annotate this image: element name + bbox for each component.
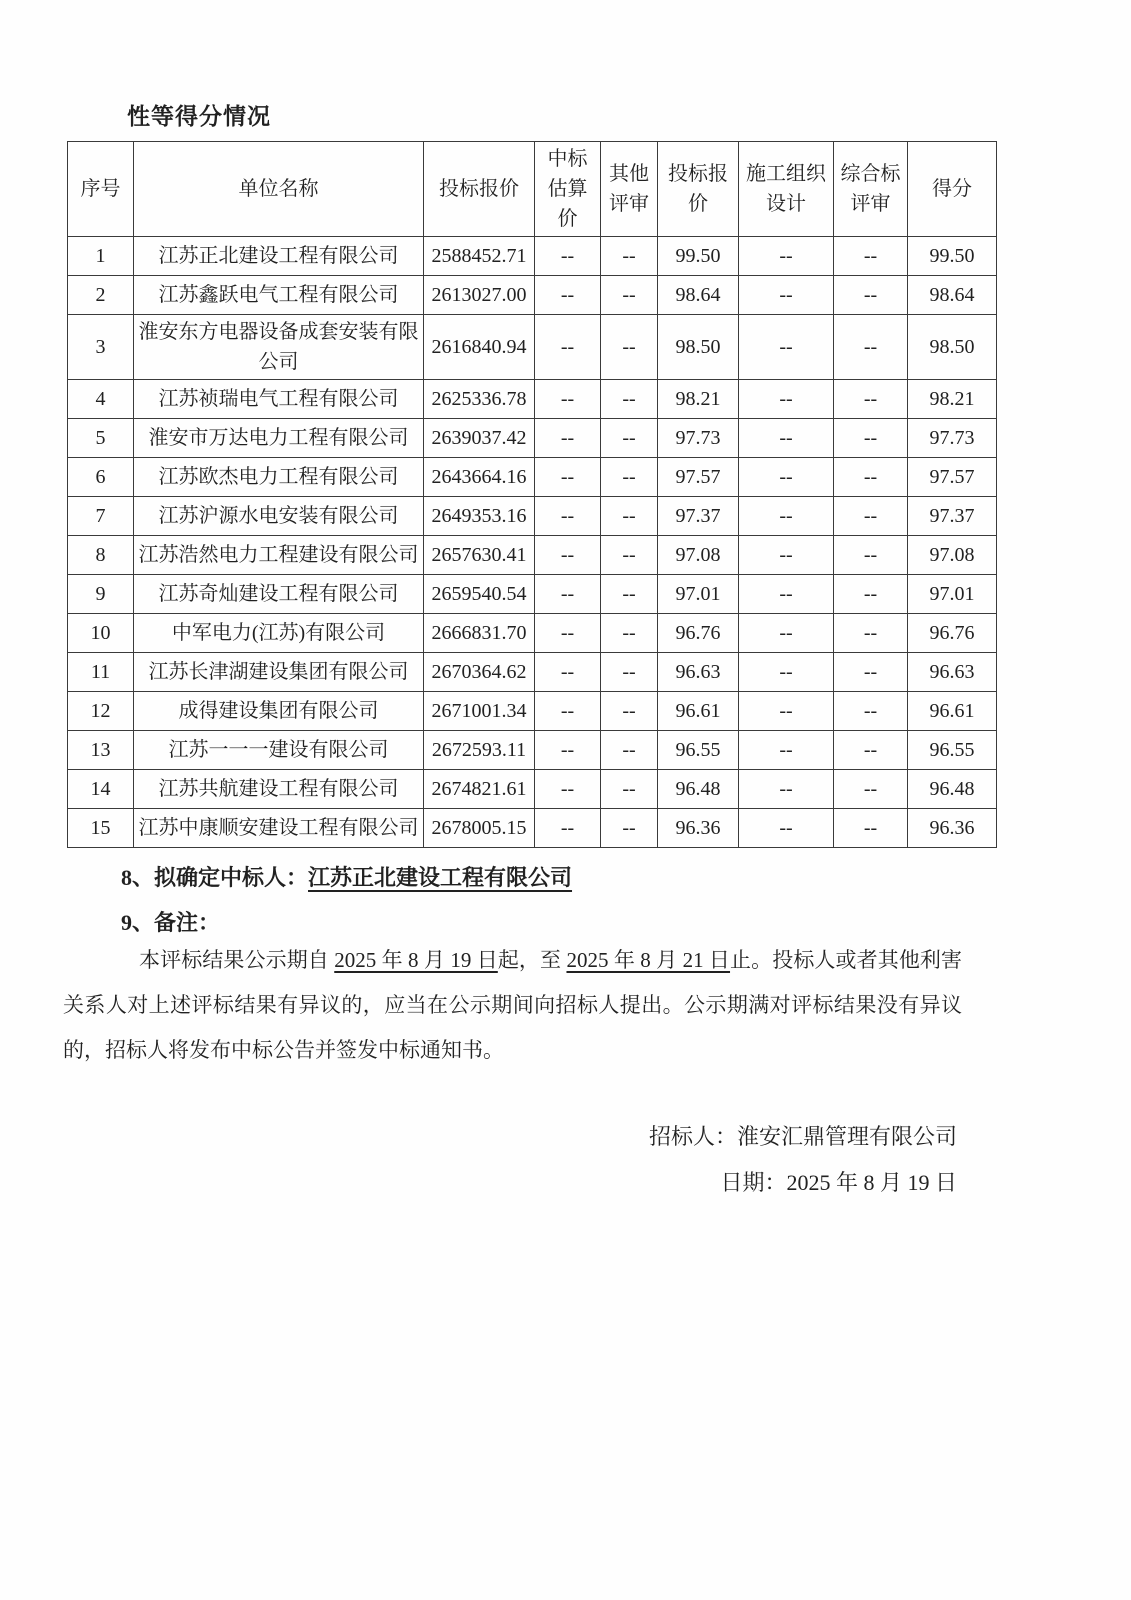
cell-win-estimate: -- [535, 380, 601, 419]
cell-bid-price-score: 96.76 [658, 614, 739, 653]
cell-company-name: 中军电力(江苏)有限公司 [134, 614, 424, 653]
cell-score: 99.50 [908, 237, 997, 276]
cell-win-estimate: -- [535, 497, 601, 536]
cell-bid-price-score: 98.64 [658, 276, 739, 315]
cell-other-review: -- [601, 731, 658, 770]
cell-company-name: 江苏浩然电力工程建设有限公司 [134, 536, 424, 575]
table-row [68, 276, 997, 315]
cell-construction-design: -- [739, 458, 834, 497]
cell-construction-design: -- [739, 536, 834, 575]
cell-other-review: -- [601, 692, 658, 731]
cell-other-review: -- [601, 809, 658, 848]
cell-bid-price-score: 97.57 [658, 458, 739, 497]
cell-comprehensive-review: -- [834, 315, 908, 380]
cell-win-estimate: -- [535, 809, 601, 848]
cell-score: 96.63 [908, 653, 997, 692]
cell-construction-design: -- [739, 315, 834, 380]
cell-company-name: 江苏中康顺安建设工程有限公司 [134, 809, 424, 848]
cell-other-review: -- [601, 237, 658, 276]
cell-construction-design: -- [739, 809, 834, 848]
cell-bid-price-score: 97.73 [658, 419, 739, 458]
cell-comprehensive-review: -- [834, 731, 908, 770]
cell-score: 96.55 [908, 731, 997, 770]
page-title: 性等得分情况 [127, 104, 271, 129]
cell-seq: 15 [68, 809, 134, 848]
cell-bid-price-score: 97.37 [658, 497, 739, 536]
cell-company-name: 江苏长津湖建设集团有限公司 [134, 653, 424, 692]
winner-name: 江苏正北建设工程有限公司 [308, 865, 573, 890]
cell-other-review: -- [601, 276, 658, 315]
remark-heading: 9、备注： [121, 910, 221, 935]
cell-construction-design: -- [739, 380, 834, 419]
cell-score: 96.36 [908, 809, 997, 848]
note-end-date: 2025 年 8 月 21 日 [566, 948, 731, 972]
table-row [68, 692, 997, 731]
cell-bid-price: 2666831.70 [424, 614, 535, 653]
cell-bid-price: 2672593.11 [424, 731, 535, 770]
table-row [68, 614, 997, 653]
cell-company-name: 淮安东方电器设备成套安装有限公司 [134, 315, 424, 380]
cell-bid-price: 2678005.15 [424, 809, 535, 848]
cell-comprehensive-review: -- [834, 458, 908, 497]
cell-seq: 6 [68, 458, 134, 497]
cell-construction-design: -- [739, 237, 834, 276]
cell-bid-price-score: 98.50 [658, 315, 739, 380]
cell-other-review: -- [601, 653, 658, 692]
cell-win-estimate: -- [535, 237, 601, 276]
cell-comprehensive-review: -- [834, 770, 908, 809]
cell-win-estimate: -- [535, 614, 601, 653]
note-text: 起，至 [497, 948, 567, 972]
cell-bid-price: 2639037.42 [424, 419, 535, 458]
cell-other-review: -- [601, 614, 658, 653]
cell-seq: 5 [68, 419, 134, 458]
cell-bid-price-score: 97.08 [658, 536, 739, 575]
cell-win-estimate: -- [535, 575, 601, 614]
cell-other-review: -- [601, 380, 658, 419]
cell-bid-price: 2671001.34 [424, 692, 535, 731]
cell-score: 96.48 [908, 770, 997, 809]
cell-seq: 13 [68, 731, 134, 770]
table-body [68, 237, 997, 848]
cell-construction-design: -- [739, 692, 834, 731]
cell-win-estimate: -- [535, 458, 601, 497]
cell-score: 98.21 [908, 380, 997, 419]
cell-score: 97.57 [908, 458, 997, 497]
cell-company-name: 江苏一一一建设有限公司 [134, 731, 424, 770]
cell-seq: 9 [68, 575, 134, 614]
table-row [68, 237, 997, 276]
winner-label: 8、拟确定中标人： [121, 865, 309, 890]
cell-bid-price-score: 99.50 [658, 237, 739, 276]
cell-bid-price-score: 96.48 [658, 770, 739, 809]
column-header-bid-price: 投标报价 [424, 142, 535, 237]
cell-win-estimate: -- [535, 276, 601, 315]
cell-bid-price-score: 96.36 [658, 809, 739, 848]
column-header-score: 得分 [908, 142, 997, 237]
cell-win-estimate: -- [535, 770, 601, 809]
table-row [68, 458, 997, 497]
table-header-row [68, 142, 997, 237]
winner-line [121, 861, 572, 892]
bid-score-table [67, 141, 997, 848]
date-line: 日期：2025 年 8 月 19 日 [720, 1170, 957, 1195]
cell-comprehensive-review: -- [834, 237, 908, 276]
cell-other-review: -- [601, 575, 658, 614]
cell-seq: 14 [68, 770, 134, 809]
cell-construction-design: -- [739, 614, 834, 653]
cell-bid-price-score: 96.63 [658, 653, 739, 692]
cell-score: 97.01 [908, 575, 997, 614]
note-text: 止。投标人或者其他利害关系人对上述评标结果有异议的，应当在公示期间向招标人提出。公示期满对评标结果没有异议的，招标人将发布中标公告并签发中标通知书。 [63, 948, 963, 1062]
table-row [68, 380, 997, 419]
cell-win-estimate: -- [535, 536, 601, 575]
cell-seq: 12 [68, 692, 134, 731]
cell-bid-price-score: 98.21 [658, 380, 739, 419]
cell-bid-price: 2674821.61 [424, 770, 535, 809]
cell-construction-design: -- [739, 731, 834, 770]
cell-bid-price: 2657630.41 [424, 536, 535, 575]
cell-bid-price-score: 97.01 [658, 575, 739, 614]
cell-company-name: 江苏正北建设工程有限公司 [134, 237, 424, 276]
cell-bid-price: 2625336.78 [424, 380, 535, 419]
cell-comprehensive-review: -- [834, 575, 908, 614]
cell-other-review: -- [601, 497, 658, 536]
cell-comprehensive-review: -- [834, 614, 908, 653]
column-header-seq: 序号 [68, 142, 134, 237]
bidder-line: 招标人：淮安汇鼎管理有限公司 [648, 1124, 957, 1149]
cell-construction-design: -- [739, 770, 834, 809]
cell-score: 98.64 [908, 276, 997, 315]
cell-construction-design: -- [739, 497, 834, 536]
cell-score: 98.50 [908, 315, 997, 380]
cell-bid-price: 2659540.54 [424, 575, 535, 614]
cell-company-name: 江苏奇灿建设工程有限公司 [134, 575, 424, 614]
cell-other-review: -- [601, 770, 658, 809]
cell-seq: 1 [68, 237, 134, 276]
cell-win-estimate: -- [535, 653, 601, 692]
cell-comprehensive-review: -- [834, 419, 908, 458]
cell-comprehensive-review: -- [834, 276, 908, 315]
cell-comprehensive-review: -- [834, 497, 908, 536]
cell-win-estimate: -- [535, 315, 601, 380]
note-start-date: 2025 年 8 月 19 日 [334, 948, 498, 972]
cell-other-review: -- [601, 315, 658, 380]
cell-comprehensive-review: -- [834, 692, 908, 731]
cell-construction-design: -- [739, 276, 834, 315]
cell-score: 96.76 [908, 614, 997, 653]
table-row [68, 315, 997, 380]
cell-other-review: -- [601, 419, 658, 458]
cell-bid-price: 2616840.94 [424, 315, 535, 380]
note-text: 本评标结果公示期自 [139, 948, 335, 972]
cell-company-name: 江苏鑫跃电气工程有限公司 [134, 276, 424, 315]
cell-win-estimate: -- [535, 419, 601, 458]
column-header-bid-price-score: 投标报价 [658, 142, 739, 237]
cell-seq: 8 [68, 536, 134, 575]
cell-bid-price: 2588452.71 [424, 237, 535, 276]
table-row [68, 497, 997, 536]
table-row [68, 731, 997, 770]
cell-bid-price: 2649353.16 [424, 497, 535, 536]
cell-other-review: -- [601, 536, 658, 575]
cell-bid-price: 2613027.00 [424, 276, 535, 315]
cell-company-name: 成得建设集团有限公司 [134, 692, 424, 731]
cell-seq: 4 [68, 380, 134, 419]
cell-company-name: 江苏欧杰电力工程有限公司 [134, 458, 424, 497]
table-row [68, 536, 997, 575]
cell-win-estimate: -- [535, 692, 601, 731]
column-header-construction-design: 施工组织设计 [739, 142, 834, 237]
cell-comprehensive-review: -- [834, 536, 908, 575]
cell-construction-design: -- [739, 653, 834, 692]
cell-construction-design: -- [739, 419, 834, 458]
cell-construction-design: -- [739, 575, 834, 614]
cell-comprehensive-review: -- [834, 809, 908, 848]
cell-score: 97.73 [908, 419, 997, 458]
remark-paragraph [63, 938, 962, 1073]
table-row [68, 419, 997, 458]
cell-comprehensive-review: -- [834, 653, 908, 692]
column-header-company: 单位名称 [134, 142, 424, 237]
cell-company-name: 江苏沪源水电安装有限公司 [134, 497, 424, 536]
cell-comprehensive-review: -- [834, 380, 908, 419]
cell-seq: 3 [68, 315, 134, 380]
cell-company-name: 江苏共航建设工程有限公司 [134, 770, 424, 809]
cell-seq: 11 [68, 653, 134, 692]
column-header-comprehensive-review: 综合标评审 [834, 142, 908, 237]
cell-company-name: 江苏祯瑞电气工程有限公司 [134, 380, 424, 419]
cell-seq: 7 [68, 497, 134, 536]
column-header-other-review: 其他评审 [601, 142, 658, 237]
cell-score: 96.61 [908, 692, 997, 731]
cell-bid-price-score: 96.55 [658, 731, 739, 770]
cell-seq: 10 [68, 614, 134, 653]
table-row [68, 770, 997, 809]
column-header-win-estimate: 中标估算价 [535, 142, 601, 237]
cell-score: 97.37 [908, 497, 997, 536]
cell-company-name: 淮安市万达电力工程有限公司 [134, 419, 424, 458]
cell-bid-price: 2643664.16 [424, 458, 535, 497]
signature-block [0, 1122, 957, 1214]
cell-bid-price-score: 96.61 [658, 692, 739, 731]
cell-score: 97.08 [908, 536, 997, 575]
cell-bid-price: 2670364.62 [424, 653, 535, 692]
table-row [68, 809, 997, 848]
table-row [68, 653, 997, 692]
cell-seq: 2 [68, 276, 134, 315]
cell-other-review: -- [601, 458, 658, 497]
cell-win-estimate: -- [535, 731, 601, 770]
table-row [68, 575, 997, 614]
